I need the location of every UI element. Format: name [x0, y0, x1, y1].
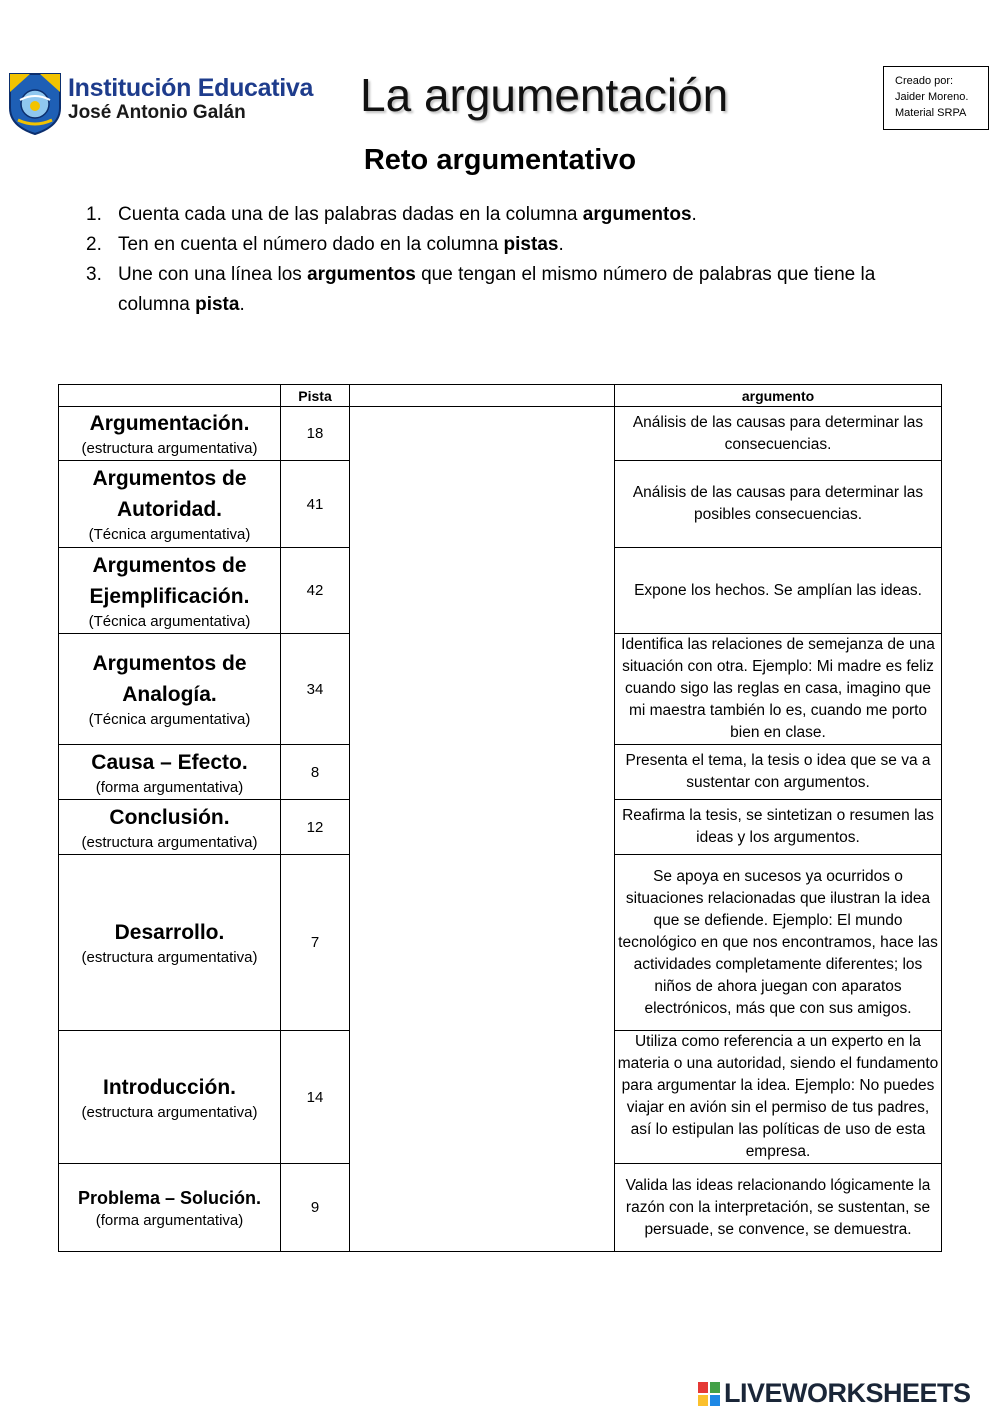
argument-cell: Valida las ideas relacionando lógicamente la razón con la interpretación, se sustentan, se persuade, se convence, se demuestra.	[615, 1164, 942, 1252]
school-name-line1: Institución Educativa	[68, 74, 314, 102]
term-type: (estructura argumentativa)	[81, 833, 258, 851]
term-name: Argumentos de Analogía.	[92, 652, 247, 706]
school-logo	[6, 70, 336, 140]
school-name-line2: José Antonio Galán	[68, 102, 246, 123]
header-pista: Pista	[281, 385, 350, 407]
pista-cell: 7	[281, 855, 350, 1031]
header-blank-cell	[350, 385, 615, 407]
term-type: (forma argumentativa)	[95, 1211, 244, 1229]
argument-cell: Utiliza como referencia a un experto en la materia o una autoridad, siendo el fundamento para argumentar la idea. Ejemplo: No puedes viajar en avión sin el permiso de tus padres, así lo estipulan las políticas de uso de esta empresa.	[615, 1031, 942, 1164]
instruction-text: .	[239, 294, 245, 315]
term-type: (estructura argumentativa)	[81, 949, 258, 966]
instruction-item	[86, 230, 936, 260]
term-type: (estructura argumentativa)	[81, 1103, 258, 1121]
header-term-cell	[59, 385, 281, 407]
term-cell	[59, 1164, 281, 1252]
term-name: Causa – Efecto.	[91, 750, 248, 774]
instruction-text: .	[558, 234, 564, 255]
term-type: (estructura argumentativa)	[81, 440, 258, 457]
pista-cell: 42	[281, 548, 350, 634]
term-cell	[59, 745, 281, 800]
brand-text: LIVEWORKSHEETS	[724, 1378, 971, 1408]
matching-line-area[interactable]	[350, 407, 615, 1252]
credit-line: Jaider Moreno.	[895, 91, 969, 103]
credit-line: Material SRPA	[895, 107, 967, 119]
term-name: Problema – Solución.	[77, 1187, 262, 1208]
term-name: Desarrollo.	[114, 921, 225, 944]
liveworksheets-logo-icon	[698, 1382, 720, 1406]
instruction-keyword: argumentos	[307, 264, 416, 285]
term-cell	[59, 1031, 281, 1164]
term-name: Introducción.	[103, 1075, 236, 1099]
subtitle: Reto argumentativo	[363, 144, 637, 176]
instruction-keyword: argumentos	[582, 204, 692, 225]
term-cell	[59, 461, 281, 548]
term-name: Argumentos de Autoridad.	[92, 467, 247, 521]
term-cell	[59, 407, 281, 461]
instruction-item	[86, 260, 936, 320]
school-shield-icon	[6, 70, 64, 136]
pista-cell: 34	[281, 634, 350, 745]
matching-table	[58, 384, 942, 1252]
term-cell	[59, 548, 281, 634]
header-argumento: argumento	[615, 385, 942, 407]
pista-cell: 9	[281, 1164, 350, 1252]
term-name: Conclusión.	[109, 805, 230, 829]
term-name: Argumentos de Ejemplificación.	[89, 553, 250, 608]
credit-line: Creado por:	[895, 75, 954, 87]
pista-cell: 12	[281, 800, 350, 855]
pista-cell: 41	[281, 461, 350, 548]
argument-cell: Se apoya en sucesos ya ocurridos o situaciones relacionadas que ilustran la idea que se defiende. Ejemplo: El mundo tecnológico en que nos encontramos, hace las actividades completamente diferentes; los niños de ahora juegan con aparatos electrónicos, más que con sus amigos.	[615, 855, 942, 1031]
pista-cell: 14	[281, 1031, 350, 1164]
instruction-text: Une con una línea los	[118, 264, 308, 285]
term-type: (Técnica argumentativa)	[88, 526, 251, 543]
pista-cell: 8	[281, 745, 350, 800]
instruction-number: 1.	[86, 204, 102, 225]
page-title: La argumentación	[360, 69, 729, 121]
table-header-row	[59, 385, 942, 407]
term-name: Argumentación.	[89, 412, 250, 435]
term-cell	[59, 800, 281, 855]
instruction-item	[86, 200, 936, 230]
instruction-text: que tengan el mismo número de palabras que tiene la columna	[118, 264, 876, 315]
argument-cell: Análisis de las causas para determinar las posibles consecuencias.	[615, 461, 942, 548]
term-cell	[59, 634, 281, 745]
instruction-keyword: pista	[195, 294, 240, 315]
argument-cell: Identifica las relaciones de semejanza de una situación con otra. Ejemplo: Mi madre es feliz cuando sigo las reglas en casa, imagino que mi maestra también lo es, cuando me porto bien en clase.	[615, 634, 942, 745]
term-type: (Técnica argumentativa)	[88, 711, 251, 728]
argument-cell: Presenta el tema, la tesis o idea que se va a sustentar con argumentos.	[615, 745, 942, 800]
term-type: (Técnica argumentativa)	[88, 612, 251, 630]
instruction-number: 3.	[86, 264, 102, 285]
instruction-text: .	[691, 204, 697, 225]
argument-cell: Análisis de las causas para determinar las consecuencias.	[615, 407, 942, 461]
argument-cell: Reafirma la tesis, se sintetizan o resumen las ideas y los argumentos.	[615, 800, 942, 855]
term-cell	[59, 855, 281, 1031]
instruction-text: Cuenta cada una de las palabras dadas en la columna	[118, 204, 583, 225]
credit-box	[883, 66, 989, 130]
pista-cell: 18	[281, 407, 350, 461]
argument-cell: Expone los hechos. Se amplían las ideas.	[615, 548, 942, 634]
instructions-list	[86, 200, 936, 320]
instruction-text: Ten en cuenta el número dado en la columna	[118, 234, 504, 255]
liveworksheets-brand	[698, 1378, 998, 1412]
table-row	[59, 407, 942, 461]
instruction-number: 2.	[86, 234, 102, 255]
term-type: (forma argumentativa)	[95, 778, 244, 796]
instruction-keyword: pistas	[503, 234, 559, 255]
